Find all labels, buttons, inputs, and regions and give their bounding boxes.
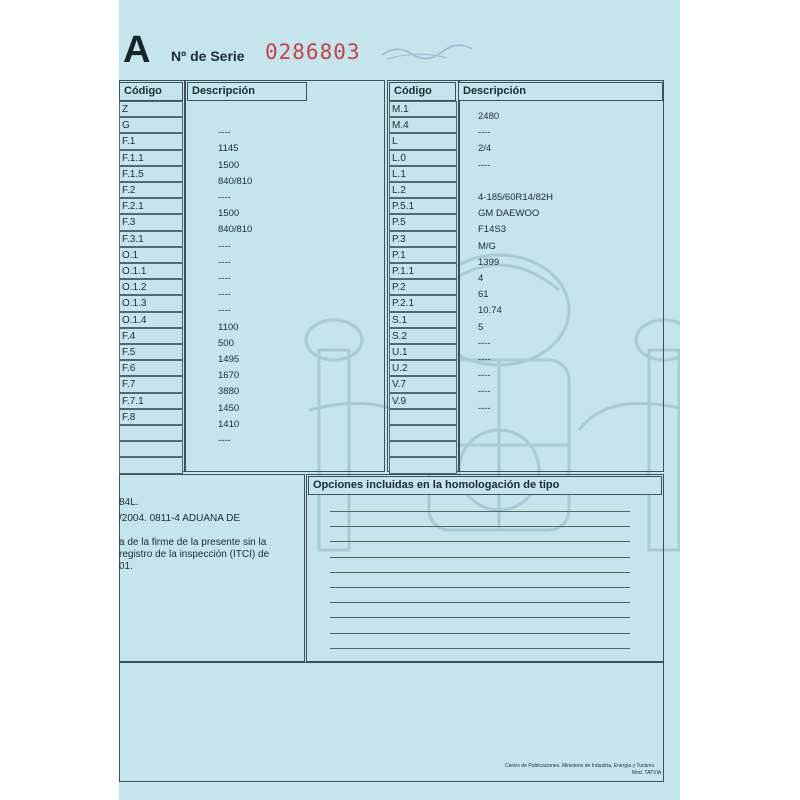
right-code-cell: S.2 — [389, 328, 457, 344]
left-desc-frame — [185, 80, 385, 472]
left-code-cell: F.8 — [119, 409, 183, 425]
left-desc-value: 840/810 — [218, 224, 253, 236]
right-desc-value: 61 — [478, 289, 489, 301]
right-code-cell: P.1.1 — [389, 263, 457, 279]
right-code-cell: M.1 — [389, 101, 457, 117]
left-desc-value: 1410 — [218, 418, 240, 430]
right-desc-value: 4-185/60R14/82H — [478, 192, 553, 203]
right-code-cell: U.1 — [389, 344, 457, 360]
document-sheet — [119, 0, 680, 800]
right-desc-value: 5 — [478, 321, 484, 333]
notes-line: 01. — [119, 561, 133, 572]
left-code-cell: F.4 — [119, 328, 183, 344]
left-code-cell: Z — [119, 101, 183, 117]
left-desc-value: ---- — [218, 273, 231, 284]
left-desc-value: ---- — [218, 435, 231, 446]
left-code-cell: O.1.4 — [119, 312, 183, 328]
left-desc-value: ---- — [218, 256, 231, 268]
left-desc-value: 3880 — [218, 386, 240, 398]
right-desc-value: GM DAEWOO — [478, 208, 540, 220]
left-code-cell: F.1.5 — [119, 166, 183, 182]
form-letter: A — [123, 29, 151, 71]
notes-line: registro de la inspección (ITCI) de — [119, 549, 270, 560]
left-code-cell: F.3 — [119, 214, 183, 230]
right-code-cell: V.9 — [389, 393, 457, 409]
left-desc-value: ---- — [218, 289, 231, 301]
right-desc-value: 1399 — [478, 256, 500, 268]
left-code-cell: O.1 — [119, 247, 183, 263]
right-desc-value: ---- — [478, 370, 491, 382]
left-desc-value: 1500 — [218, 208, 240, 220]
left-code-cell: F.5 — [119, 344, 183, 360]
right-code-cell: V.7 — [389, 376, 457, 392]
options-rule-line — [330, 587, 630, 588]
left-code-cell: G — [119, 117, 183, 133]
left-desc-value: ---- — [218, 305, 231, 317]
left-desc-value: 1495 — [218, 354, 240, 365]
right-code-cell — [389, 409, 457, 425]
right-code-cell: P.5.1 — [389, 198, 457, 214]
serie-number: 0286803 — [265, 40, 361, 64]
right-code-cell: L.0 — [389, 150, 457, 166]
left-desc-header: Descripción — [187, 82, 307, 101]
right-desc-value: ---- — [478, 354, 491, 365]
right-code-cell: S.1 — [389, 312, 457, 328]
left-desc-value: 1145 — [218, 143, 239, 155]
right-desc-value: 10.74 — [478, 305, 502, 317]
right-code-cell: L.1 — [389, 166, 457, 182]
left-desc-value: 1500 — [218, 159, 240, 171]
left-desc-value: ---- — [218, 192, 231, 203]
right-desc-value: ---- — [478, 386, 491, 398]
right-desc-value: 4 — [478, 273, 484, 284]
right-code-cell: U.2 — [389, 360, 457, 376]
left-desc-value: ---- — [218, 127, 231, 139]
footer-publisher: Centro de Publicaciones. Ministerio de Industria, Energía y Turismo — [505, 763, 655, 769]
right-code-cell: L — [389, 133, 457, 149]
left-code-cell: F.6 — [119, 360, 183, 376]
right-desc-header: Descripción — [458, 82, 663, 101]
right-desc-value: F14S3 — [478, 224, 506, 236]
serie-label: Nº de Serie — [171, 48, 245, 64]
right-code-cell: L.2 — [389, 182, 457, 198]
right-code-cell: P.2 — [389, 279, 457, 295]
options-rule-line — [330, 526, 630, 527]
left-code-cell: F.7.1 — [119, 393, 183, 409]
options-rule-line — [330, 557, 630, 558]
options-rule-line — [330, 617, 630, 618]
options-rule-line — [330, 572, 630, 573]
right-desc-value: 2480 — [478, 111, 500, 122]
right-desc-value: M/G — [478, 240, 496, 252]
right-desc-value: ---- — [478, 402, 491, 414]
left-code-header: Código — [119, 82, 183, 101]
left-desc-value: 1450 — [218, 402, 240, 414]
left-code-cell: O.1.2 — [119, 279, 183, 295]
notes-line: a de la firme de la presente sin la — [119, 537, 267, 548]
notes-line: 84L. — [119, 497, 139, 508]
notes-frame — [119, 474, 305, 662]
right-code-cell — [389, 441, 457, 457]
left-code-cell: F.2.1 — [119, 198, 183, 214]
right-code-cell: P.5 — [389, 214, 457, 230]
options-rule-line — [330, 648, 630, 649]
stamp-mark — [377, 40, 477, 62]
right-code-cell: P.2.1 — [389, 295, 457, 311]
options-rule-line — [330, 541, 630, 542]
left-code-cell — [119, 441, 183, 457]
left-desc-value: ---- — [218, 240, 231, 252]
left-code-cell — [119, 425, 183, 441]
right-desc-value: ---- — [478, 337, 491, 349]
footer-model: Mod. TATVIA — [632, 770, 662, 776]
right-code-cell — [389, 457, 457, 473]
right-desc-value: 2/4 — [478, 143, 492, 155]
right-code-cell: P.1 — [389, 247, 457, 263]
left-desc-value: 840/810 — [218, 175, 253, 187]
left-code-cell: F.1 — [119, 133, 183, 149]
right-desc-value: ---- — [478, 127, 491, 139]
options-rule-line — [330, 602, 630, 603]
options-rule-line — [330, 633, 630, 634]
left-code-cell: O.1.1 — [119, 263, 183, 279]
left-desc-value: 500 — [218, 337, 234, 349]
left-code-cell: F.3.1 — [119, 231, 183, 247]
options-rule-line — [330, 511, 630, 512]
left-desc-value: 1670 — [218, 370, 240, 382]
left-code-cell: F.1.1 — [119, 150, 183, 166]
options-frame — [306, 474, 664, 662]
right-code-header: Código — [389, 82, 456, 101]
left-code-cell — [119, 457, 183, 473]
left-code-cell: F.2 — [119, 182, 183, 198]
options-title: Opciones incluidas en la homologación de tipo — [308, 476, 662, 495]
left-code-cell: O.1.3 — [119, 295, 183, 311]
left-code-cell: F.7 — [119, 376, 183, 392]
right-code-cell: P.3 — [389, 231, 457, 247]
notes-line: /2004. 0811-4 ADUANA DE — [119, 513, 240, 524]
right-desc-value: ---- — [478, 159, 491, 171]
left-desc-value: 1100 — [218, 321, 239, 333]
right-code-cell: M.4 — [389, 117, 457, 133]
right-code-cell — [389, 425, 457, 441]
